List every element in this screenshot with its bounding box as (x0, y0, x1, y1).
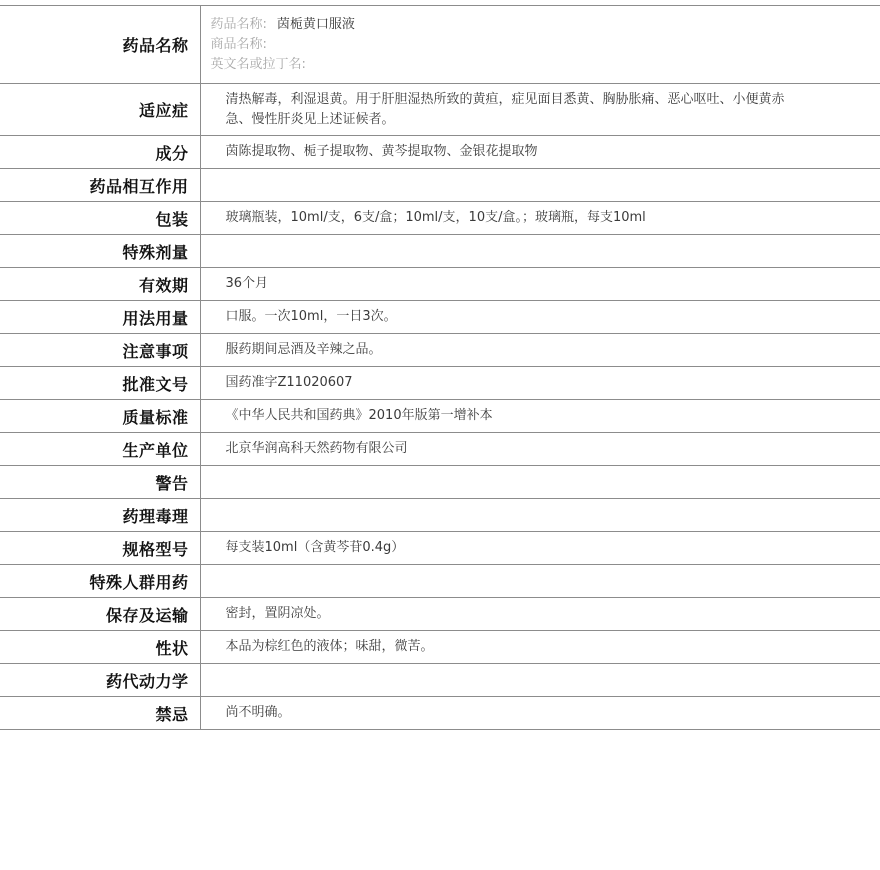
info-row-precautions (0, 334, 880, 367)
generic-name-key: 药品名称: (210, 16, 267, 32)
info-row-specification (0, 532, 880, 565)
row-value: 36个月 (200, 268, 880, 301)
info-row-special-dosage (0, 235, 880, 268)
drug-info-table (0, 5, 880, 730)
row-value: 每支装10ml（含黄芩苷0.4g） (200, 532, 880, 565)
row-value (200, 499, 880, 532)
info-row-storage (0, 598, 880, 631)
info-row-shelf-life (0, 268, 880, 301)
row-label: 用法用量 (0, 301, 200, 334)
row-label: 包装 (0, 202, 200, 235)
info-row-quality-standard (0, 400, 880, 433)
row-value: 服药期间忌酒及辛辣之品。 (200, 334, 880, 367)
info-row-contraindications (0, 697, 880, 730)
generic-name-line (211, 15, 791, 35)
row-value: 本品为棕红色的液体；味甜，微苦。 (200, 631, 880, 664)
trade-name-line (211, 35, 791, 55)
drug-name-row (0, 6, 880, 84)
row-value: 尚不明确。 (200, 697, 880, 730)
info-row-special-populations (0, 565, 880, 598)
info-row-ingredients (0, 136, 880, 169)
row-label: 性状 (0, 631, 200, 664)
info-row-interactions (0, 169, 880, 202)
row-value: 口服。一次10ml，一日3次。 (200, 301, 880, 334)
info-row-warning (0, 466, 880, 499)
row-value: 清热解毒，利湿退黄。用于肝胆湿热所致的黄疸，症见面目悉黄、胸胁胀痛、恶心呕吐、小便黄赤急、慢性肝炎见上述证候者。 (200, 84, 880, 136)
row-label: 药品相互作用 (0, 169, 200, 202)
row-label: 警告 (0, 466, 200, 499)
row-value: 北京华润高科天然药物有限公司 (200, 433, 880, 466)
row-label: 有效期 (0, 268, 200, 301)
row-value (200, 565, 880, 598)
row-label: 特殊人群用药 (0, 565, 200, 598)
row-label: 药代动力学 (0, 664, 200, 697)
info-row-indication (0, 84, 880, 136)
info-row-pharmacokinetics (0, 664, 880, 697)
row-label: 禁忌 (0, 697, 200, 730)
row-value: 密封，置阴凉处。 (200, 598, 880, 631)
row-label: 质量标准 (0, 400, 200, 433)
info-row-description (0, 631, 880, 664)
row-value: 《中华人民共和国药典》2010年版第一增补本 (200, 400, 880, 433)
info-row-pharmacology (0, 499, 880, 532)
row-label: 保存及运输 (0, 598, 200, 631)
info-row-approval-number (0, 367, 880, 400)
generic-name-value: 茵栀黄口服液 (276, 16, 355, 32)
row-value: 茵陈提取物、栀子提取物、黄芩提取物、金银花提取物 (200, 136, 880, 169)
row-label: 批准文号 (0, 367, 200, 400)
row-value: 玻璃瓶装，10ml/支，6支/盒；10ml/支，10支/盒。；玻璃瓶，每支10ml (200, 202, 880, 235)
row-value (200, 235, 880, 268)
row-label: 特殊剂量 (0, 235, 200, 268)
row-label: 药品名称 (0, 6, 200, 84)
info-row-dosage (0, 301, 880, 334)
row-label: 适应症 (0, 84, 200, 136)
info-row-packaging (0, 202, 880, 235)
english-name-key: 英文名或拉丁名: (210, 56, 306, 72)
row-value: 国药准字Z11020607 (200, 367, 880, 400)
row-label: 注意事项 (0, 334, 200, 367)
row-label: 药理毒理 (0, 499, 200, 532)
trade-name-key: 商品名称: (210, 36, 267, 52)
english-name-line (211, 55, 791, 75)
drug-name-details (200, 6, 880, 84)
info-row-manufacturer (0, 433, 880, 466)
row-value (200, 664, 880, 697)
row-value (200, 466, 880, 499)
row-label: 规格型号 (0, 532, 200, 565)
row-value (200, 169, 880, 202)
row-label: 生产单位 (0, 433, 200, 466)
row-label: 成分 (0, 136, 200, 169)
